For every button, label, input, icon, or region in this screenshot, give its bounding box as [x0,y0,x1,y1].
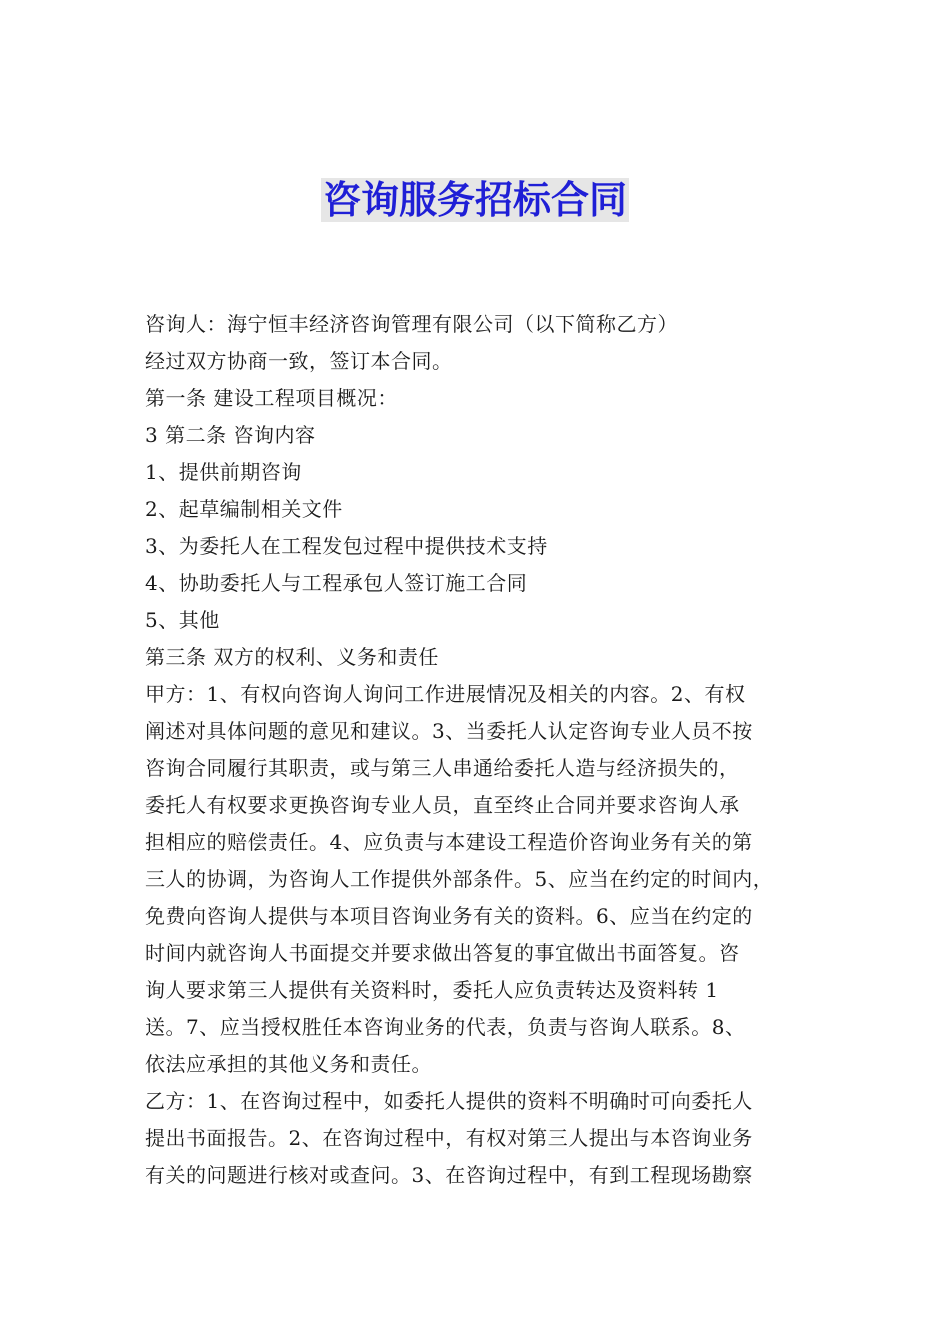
line-party-a-11: 依法应承担的其他义务和责任。 [145,1052,432,1076]
line-item-2: 2、起草编制相关文件 [145,497,343,521]
line-party-a-9: 询人要求第三人提供有关资料时，委托人应负责转达及资料转 1 [145,978,719,1002]
line-article-1: 第一条 建设工程项目概况： [145,386,398,410]
line-party-a-3: 咨询合同履行其职责，或与第三人串通给委托人造与经济损失的， [145,756,740,780]
line-party-a-4: 委托人有权要求更换咨询专业人员，直至终止合同并要求咨询人承 [145,793,740,817]
line-party-a-2: 阐述对具体问题的意见和建议。3、当委托人认定咨询专业人员不按 [145,719,753,743]
line-consultant: 咨询人：海宁恒丰经济咨询管理有限公司（以下简称乙方） [145,312,678,336]
line-item-1: 1、提供前期咨询 [145,460,302,484]
line-party-a-5: 担相应的赔偿责任。4、应负责与本建设工程造价咨询业务有关的第 [145,830,753,854]
line-party-a-1: 甲方：1、有权向咨询人询问工作进展情况及相关的内容。2、有权 [145,682,746,706]
document-title [0,176,950,224]
line-party-b-3: 有关的问题进行核对或查问。3、在咨询过程中，有到工程现场勘察 [145,1163,753,1187]
line-party-b-2: 提出书面报告。2、在咨询过程中，有权对第三人提出与本咨询业务 [145,1126,753,1150]
document-body [145,306,825,1194]
line-item-3: 3、为委托人在工程发包过程中提供技术支持 [145,534,548,558]
line-article-2: 3 第二条 咨询内容 [145,423,316,447]
line-agreement: 经过双方协商一致，签订本合同。 [145,349,453,373]
line-article-3: 第三条 双方的权利、义务和责任 [145,645,439,669]
line-item-5: 5、其他 [145,608,220,632]
line-party-a-6: 三人的协调，为咨询人工作提供外部条件。5、应当在约定的时间内， [145,867,774,891]
line-party-a-8: 时间内就咨询人书面提交并要求做出答复的事宜做出书面答复。咨 [145,941,740,965]
line-party-a-7: 免费向咨询人提供与本项目咨询业务有关的资料。6、应当在约定的 [145,904,753,928]
line-party-a-10: 送。7、应当授权胜任本咨询业务的代表，负责与咨询人联系。8、 [145,1015,746,1039]
document-title-text: 咨询服务招标合同 [322,178,627,222]
line-item-4: 4、协助委托人与工程承包人签订施工合同 [145,571,528,595]
line-party-b-1: 乙方：1、在咨询过程中，如委托人提供的资料不明确时可向委托人 [145,1089,753,1113]
